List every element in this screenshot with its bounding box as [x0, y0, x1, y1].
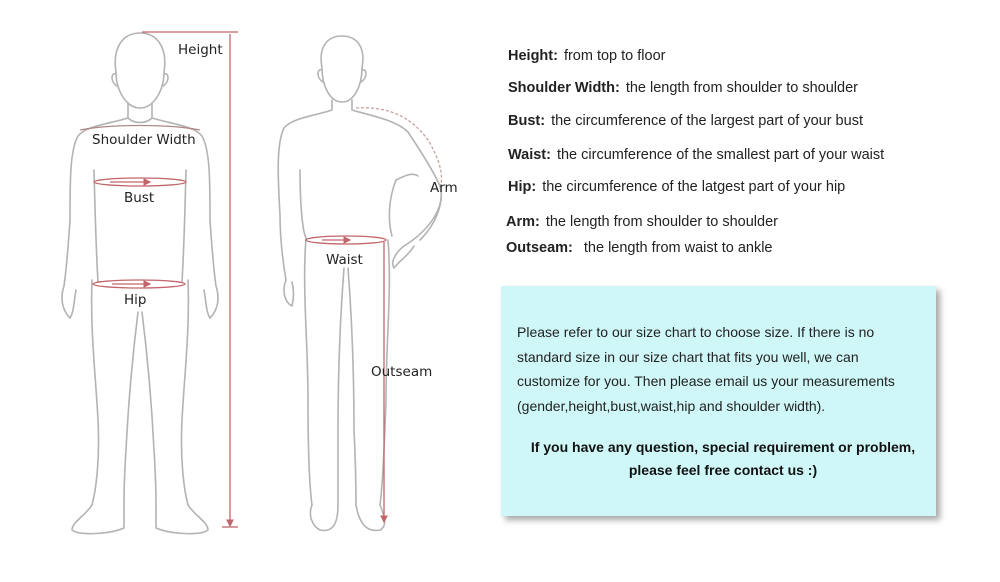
definition-term: Height:	[508, 48, 558, 64]
definition-outseam	[506, 240, 773, 256]
definition-text: the length from shoulder to shoulder	[545, 214, 778, 230]
definition-text: the length from waist to ankle	[583, 240, 773, 256]
label-waist: Waist	[326, 252, 363, 268]
definition-text: the length from shoulder to shoulder	[625, 80, 858, 96]
label-bust: Bust	[124, 190, 155, 206]
measurement-figure	[0, 0, 490, 582]
definition-shoulder-width	[508, 80, 858, 96]
label-arm: Arm	[430, 180, 458, 196]
label-shoulder-width: Shoulder Width	[92, 132, 196, 148]
front-body-outline	[62, 33, 218, 534]
label-height: Height	[178, 42, 223, 58]
notice-contact	[501, 436, 945, 482]
definition-hip	[508, 179, 845, 195]
label-hip: Hip	[124, 292, 147, 308]
notice-line: (gender,height,bust,waist,hip and shoulder width).	[517, 397, 826, 414]
contact-line: please feel free contact us :)	[628, 462, 818, 478]
contact-line: If you have any question, special requirement or problem,	[530, 439, 916, 455]
front-measure-lines	[80, 32, 238, 527]
definition-height	[508, 48, 665, 64]
back-measure-lines	[306, 108, 442, 522]
size-notice-box	[501, 286, 936, 516]
definition-term: Outseam:	[506, 240, 573, 256]
notice-body	[517, 320, 922, 418]
definition-term: Hip:	[508, 179, 537, 195]
definition-term: Waist:	[508, 147, 551, 163]
definition-waist	[508, 147, 884, 163]
definition-text: the circumference of the latgest part of your hip	[542, 179, 846, 195]
back-body-outline	[278, 36, 441, 530]
notice-line: standard size in our size chart that fits you well, we can	[517, 348, 859, 365]
definition-term: Shoulder Width:	[508, 80, 620, 96]
notice-line: Please refer to our size chart to choose size. If there is no	[517, 324, 875, 340]
definition-term: Arm:	[506, 214, 540, 230]
definition-text: the circumference of the largest part of your bust	[551, 113, 863, 129]
label-outseam: Outseam	[371, 364, 433, 380]
notice-line: customize for you. Then please email us your measurements	[517, 373, 895, 389]
arm-line	[356, 108, 442, 188]
definition-term: Bust:	[508, 113, 546, 129]
definition-arm	[506, 214, 778, 230]
definition-text: the circumference of the smallest part of your waist	[556, 147, 885, 163]
definition-bust	[508, 113, 863, 129]
definition-text: from top to floor	[563, 48, 666, 64]
